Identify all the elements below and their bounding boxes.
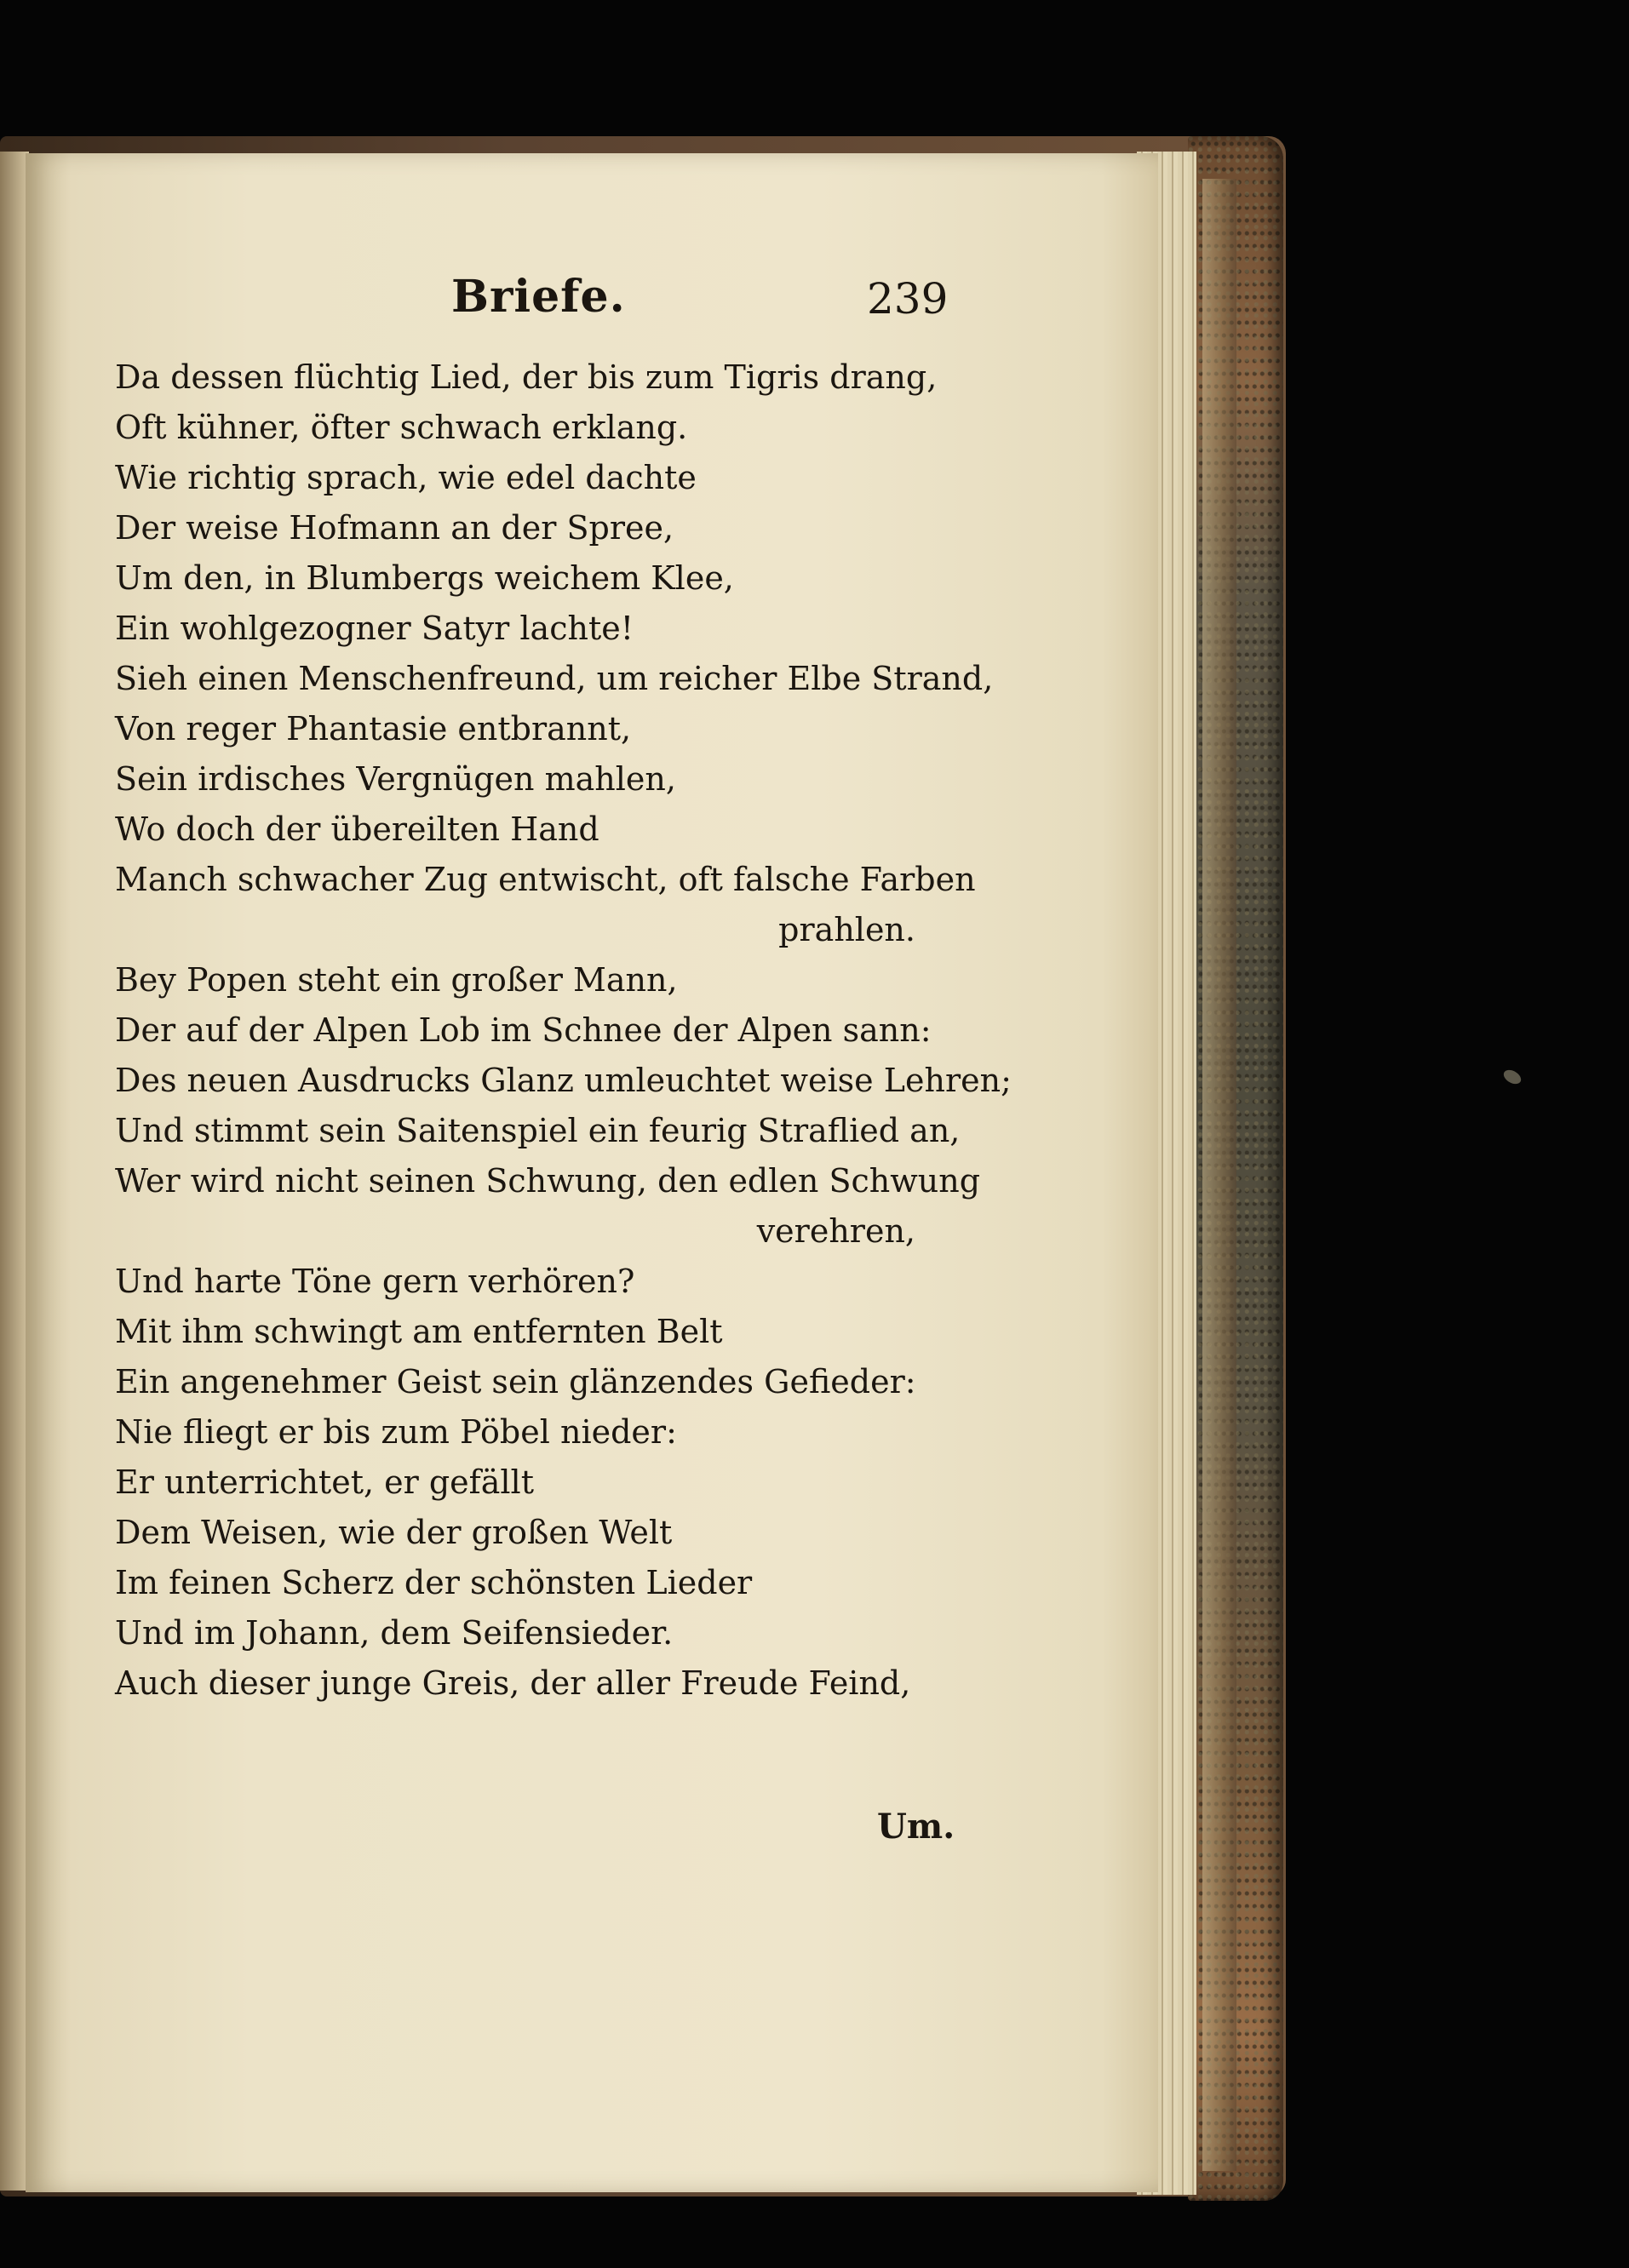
page-number: 239 [867,274,949,324]
text-line: Und stimmt sein Saitenspiel ein feurig Straflied an, [115,1112,961,1149]
text-line: Bey Popen steht ein großer Mann, [115,961,678,999]
text-line: Und harte Töne gern verhören? [115,1263,635,1300]
text-line: Des neuen Ausdrucks Glanz umleuchtet weise Lehren; [115,1062,1012,1099]
dust-speck [1501,1067,1523,1086]
text-line: Ein wohlgezogner Satyr lachte! [115,610,634,647]
text-line: Nie fliegt er bis zum Pöbel nieder: [115,1413,677,1451]
text-line: Wo doch der übereilten Hand [115,810,599,848]
text-line: Dem Weisen, wie der großen Welt [115,1514,673,1551]
text-line: Mit ihm schwingt am entfernten Belt [115,1313,723,1350]
text-line: Manch schwacher Zug entwischt, oft falsche Farben [115,861,976,898]
text-line: Er unterrichtet, er gefällt [115,1463,534,1501]
catchword: Um. [877,1807,955,1847]
text-line: Wer wird nicht seinen Schwung, den edlen Schwung [115,1162,981,1200]
text-line: Sein irdisches Vergnügen mahlen, [115,760,676,798]
text-line: Und im Johann, dem Seifensieder. [115,1614,674,1652]
text-line: Der weise Hofmann an der Spree, [115,509,674,547]
text-line: Wie richtig sprach, wie edel dachte [115,459,697,496]
left-page-edge [0,152,29,2191]
text-line: Oft kühner, öfter schwach erklang. [115,409,688,446]
text-line: Ein angenehmer Geist sein glänzendes Gefieder: [115,1363,916,1400]
text-line: Von reger Phantasie entbrannt, [115,710,632,747]
text-line: Sieh einen Menschenfreund, um reicher Elbe Strand, [115,660,994,697]
text-line: Da dessen flüchtig Lied, der bis zum Tigris drang, [115,358,938,396]
poem-text [115,352,1012,1709]
text-line: Um den, in Blumbergs weichem Klee, [115,559,734,597]
text-line-continuation: prahlen. [778,911,915,948]
text-line: Der auf der Alpen Lob im Schnee der Alpen sann: [115,1011,932,1049]
text-line: Im feinen Scherz der schönsten Lieder [115,1564,753,1601]
text-line: Auch dieser junge Greis, der aller Freude Feind, [115,1664,911,1702]
text-line-continuation: verehren, [756,1212,915,1250]
running-head: Briefe. [451,271,626,323]
spine-edge [1202,179,1236,2171]
